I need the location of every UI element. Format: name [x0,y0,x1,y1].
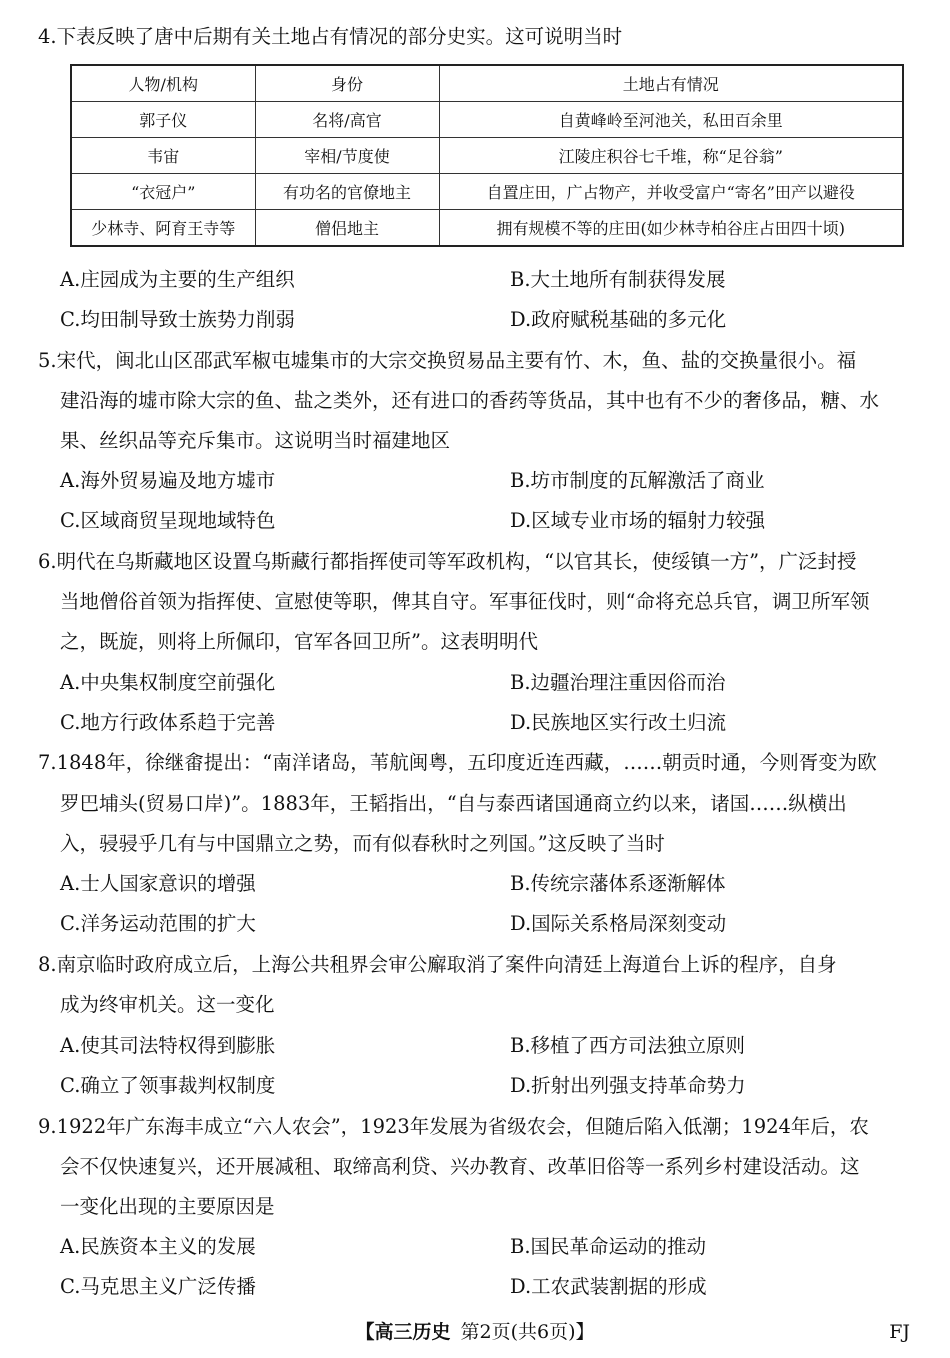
question-7-stem: 7.1848年，徐继畬提出：“南洋诸岛，苇航闽粤，五印度近连西藏，……朝贡时通，今则胥变为欧 [38,751,877,774]
question-5-stem: 5.宋代，闽北山区邵武军椒屯墟集市的大宗交换贸易品主要有竹、木，鱼、盐的交换量很小。福 [38,349,857,372]
footer-region-code: FJ [889,1321,910,1343]
table-cell: 自置庄田，广占物产，并收受富户“寄名”田产以避役 [439,174,903,210]
question-6-stem: 当地僧俗首领为指挥使、宣慰使等职，俾其自守。军事征伐时，则“命将充总兵官，调卫所军领 [60,590,870,613]
option-a: A.民族资本主义的发展 [60,1235,256,1258]
question-6-stem: 之，既旋，则将上所佩印，官军各回卫所”。这表明明代 [60,630,538,653]
page-footer [0,1317,950,1347]
option-d: D.政府赋税基础的多元化 [510,308,727,331]
table-cell: 拥有规模不等的庄田(如少林寺柏谷庄占田四十顷) [439,210,903,247]
table-cell: 韦宙 [71,138,255,174]
option-b: B.国民革命运动的推动 [510,1235,707,1258]
land-ownership-table [70,64,904,247]
option-b: B.大土地所有制获得发展 [510,268,726,291]
question-9-stem: 会不仅快速复兴，还开展减租、取缔高利贷、兴办教育、改革旧俗等一系列乡村建设活动。这 [60,1155,860,1178]
table-cell: “衣冠户” [71,174,255,210]
question-5-stem: 建沿海的墟市除大宗的鱼、盐之类外，还有进口的香药等货品，其中也有不少的奢侈品，糖、水 [60,389,880,412]
table-cell: 宰相/节度使 [255,138,439,174]
table-row [71,102,903,138]
option-c: C.确立了领事裁判权制度 [60,1074,276,1097]
table-header-cell: 人物/机构 [71,65,255,102]
option-c: C.地方行政体系趋于完善 [60,711,276,734]
option-a: A.海外贸易遍及地方墟市 [60,469,276,492]
table-row [71,210,903,247]
question-7-stem: 罗巴埔头(贸易口岸)”。1883年，王韬指出，“自与泰西诸国通商立约以来，诸国……纵横出 [60,792,847,815]
question-6-stem: 6.明代在乌斯藏地区设置乌斯藏行都指挥使司等军政机构，“以官其长，使绥镇一方”，广泛封授 [38,550,857,573]
option-b: B.坊市制度的瓦解激活了商业 [510,469,765,492]
option-c: C.区域商贸呈现地域特色 [60,509,276,532]
table-header-cell: 土地占有情况 [439,65,903,102]
question-8-stem: 8.南京临时政府成立后，上海公共租界会审公廨取消了案件向清廷上海道台上诉的程序，自身 [38,953,837,976]
table-row [71,174,903,210]
table-cell: 有功名的官僚地主 [255,174,439,210]
table-cell: 少林寺、阿育王寺等 [71,210,255,247]
option-d: D.民族地区实行改土归流 [510,711,727,734]
table-row [71,138,903,174]
question-5-stem: 果、丝织品等充斥集市。这说明当时福建地区 [60,429,451,452]
footer-subject: 【高三历史 [355,1321,451,1343]
table-header-cell: 身份 [255,65,439,102]
option-a: A.士人国家意识的增强 [60,872,256,895]
option-d: D.国际关系格局深刻变动 [510,912,727,935]
question-7-stem: 入，骎骎乎几有与中国鼎立之势，而有似春秋时之列国。”这反映了当时 [60,832,665,855]
option-b: B.传统宗藩体系逐渐解体 [510,872,726,895]
table-cell: 江陵庄积谷七千堆，称“足谷翁” [439,138,903,174]
question-4-stem: 4.下表反映了唐中后期有关土地占有情况的部分史实。这可说明当时 [38,25,623,48]
option-c: C.洋务运动范围的扩大 [60,912,256,935]
option-d: D.区域专业市场的辐射力较强 [510,509,766,532]
table-cell: 名将/高官 [255,102,439,138]
option-a: A.中央集权制度空前强化 [60,671,276,694]
table-header-row [71,65,903,102]
question-9-stem: 9.1922年广东海丰成立“六人农会”，1923年发展为省级农会，但随后陷入低潮；1924年后，农 [38,1115,869,1138]
question-9-stem: 一变化出现的主要原因是 [60,1195,275,1218]
option-d: D.折射出列强支持革命势力 [510,1074,746,1097]
option-c: C.均田制导致士族势力削弱 [60,308,295,331]
option-c: C.马克思主义广泛传播 [60,1275,256,1298]
footer-page-number: 第2页(共6页)】 [460,1321,595,1343]
table-cell: 郭子仪 [71,102,255,138]
option-a: A.使其司法特权得到膨胀 [60,1034,276,1057]
option-d: D.工农武装割据的形成 [510,1275,707,1298]
table-cell: 僧侣地主 [255,210,439,247]
option-a: A.庄园成为主要的生产组织 [60,268,295,291]
question-8-stem: 成为终审机关。这一变化 [60,993,275,1016]
option-b: B.移植了西方司法独立原则 [510,1034,746,1057]
table-cell: 自黄峰岭至河池关，私田百余里 [439,102,903,138]
option-b: B.边疆治理注重因俗而治 [510,671,726,694]
